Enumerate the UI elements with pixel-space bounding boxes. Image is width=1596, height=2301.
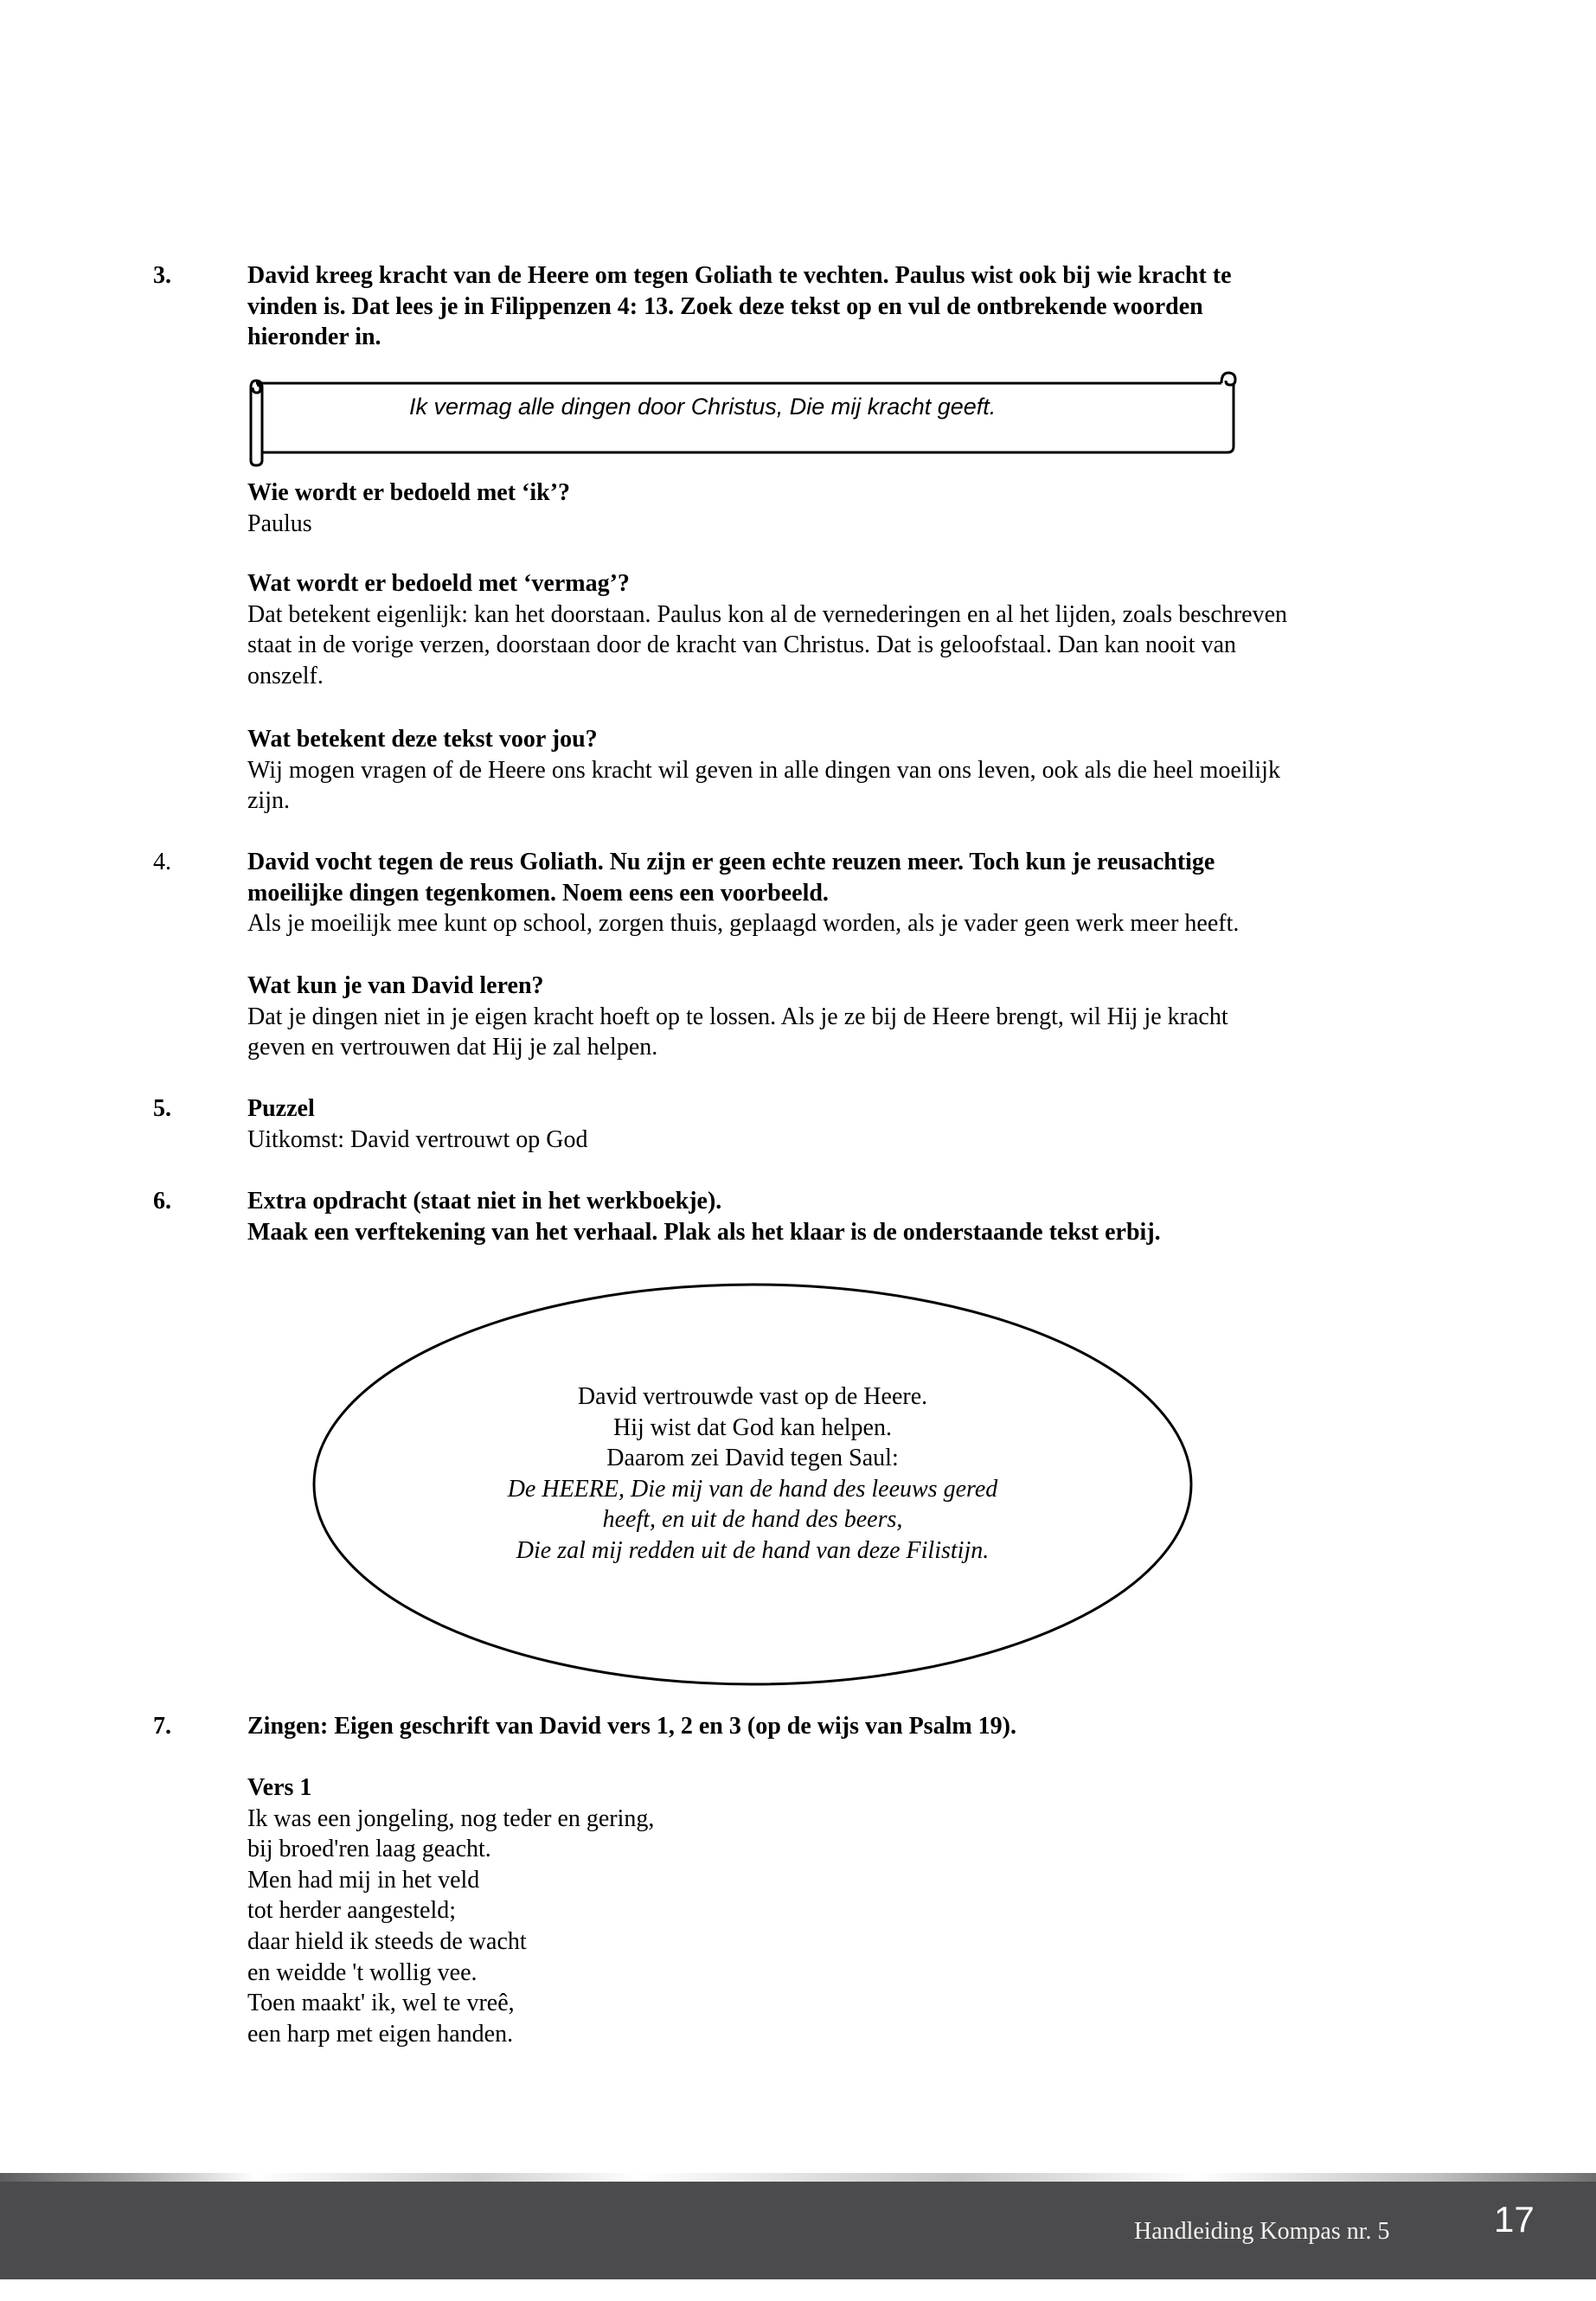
question-7-number: 7.	[153, 1713, 171, 1740]
question-3-line: David kreeg kracht van de Heere om tegen Goliath te vechten. Paulus wist ook bij wie kracht te	[247, 262, 1232, 289]
answer-line: Dat betekent eigenlijk: kan het doorstaan. Paulus kon al de vernederingen en al het lijden, zoals beschreven	[247, 600, 1288, 628]
question-4-line: David vocht tegen de reus Goliath. Nu zijn er geen echte reuzen meer. Toch kun je reusachtige	[247, 849, 1215, 875]
question-6-line: Maak een verftekening van het verhaal. Plak als het klaar is de onderstaande tekst erbij.	[247, 1218, 1161, 1246]
verse-label: Vers 1	[247, 1774, 312, 1801]
sub-question: Wie wordt er bedoeld met ‘ik’?	[247, 479, 571, 506]
question-3-sub-3	[247, 724, 1280, 817]
answer-line: zijn.	[247, 787, 290, 815]
ellipse-quote-line: De HEERE, Die mij van de hand des leeuws gered	[507, 1475, 998, 1503]
question-6-number: 6.	[153, 1188, 171, 1215]
verse-line: Men had mij in het veld	[247, 1866, 480, 1894]
sub-question: Wat wordt er bedoeld met ‘vermag’?	[247, 570, 630, 597]
question-4-sub	[247, 971, 1228, 1063]
question-5-text	[247, 1093, 588, 1155]
answer-line: Dat je dingen niet in je eigen kracht hoeft op te lossen. Als je ze bij de Heere brengt, wil Hij je kracht	[247, 1003, 1228, 1030]
verse-block	[247, 1772, 654, 2049]
question-7-line: Zingen: Eigen geschrift van David vers 1, 2 en 3 (op de wijs van Psalm 19).	[247, 1713, 1016, 1740]
ellipse-line: David vertrouwde vast op de Heere.	[577, 1383, 928, 1410]
ellipse-quote-line: heeft, en uit de hand des beers,	[602, 1506, 903, 1534]
verse-line: tot herder aangesteld;	[247, 1897, 457, 1925]
sub-question: Wat betekent deze tekst voor jou?	[247, 726, 598, 753]
question-4-text	[247, 847, 1239, 939]
verse-line: een harp met eigen handen.	[247, 2020, 514, 2048]
question-5-title: Puzzel	[247, 1095, 315, 1122]
verse-line: en weidde 't wollig vee.	[247, 1958, 478, 1986]
verse-line: Ik was een jongeling, nog teder en gering,	[247, 1804, 655, 1832]
question-3-line: vinden is. Dat lees je in Filippenzen 4: 13. Zoek deze tekst op en vul de ontbrekende woorden	[247, 292, 1203, 320]
verse-line: daar hield ik steeds de wacht	[247, 1927, 527, 1955]
question-4-line: moeilijke dingen tegenkomen. Noem eens een voorbeeld.	[247, 879, 829, 907]
question-6-line: Extra opdracht (staat niet in het werkboekje).	[247, 1188, 722, 1215]
question-4-number: 4.	[153, 849, 171, 875]
ellipse-text	[311, 1381, 1194, 1567]
page-number: 17	[1494, 2199, 1535, 2240]
ellipse-quote-line: Die zal mij redden uit de hand van deze Filistijn.	[516, 1536, 990, 1564]
sub-question: Wat kun je van David leren?	[247, 972, 544, 999]
verse-line: Toen maakt' ik, wel te vreê,	[247, 1990, 515, 2017]
question-5-number: 5.	[153, 1095, 171, 1122]
answer-line: Paulus	[247, 510, 312, 537]
footer-title: Handleiding Kompas nr. 5	[1134, 2218, 1390, 2245]
ellipse-line: Daarom zei David tegen Saul:	[606, 1445, 899, 1472]
question-3-sub-1	[247, 478, 570, 539]
verse-line: bij broed'ren laag geacht.	[247, 1836, 491, 1863]
answer-line: Als je moeilijk mee kunt op school, zorgen thuis, geplaagd worden, als je vader geen werk meer heeft.	[247, 910, 1240, 938]
answer-line: staat in de vorige verzen, doorstaan door de kracht van Christus. Dat is geloofstaal. Dan kan nooit van	[247, 631, 1237, 659]
answer-line: onszelf.	[247, 662, 324, 689]
ellipse-line: Hij wist dat God kan helpen.	[613, 1413, 892, 1441]
answer-line: geven en vertrouwen dat Hij je zal helpen.	[247, 1034, 658, 1061]
question-6-text	[247, 1186, 1161, 1247]
question-3-line: hieronder in.	[247, 324, 381, 351]
question-3-sub-2	[247, 568, 1287, 691]
question-7-title	[247, 1711, 1016, 1742]
question-3-number: 3.	[153, 262, 171, 289]
answer-line: Wij mogen vragen of de Heere ons kracht wil geven in alle dingen van ons leven, ook als die heel moeilijk	[247, 756, 1280, 784]
answer-line: Uitkomst: David vertrouwt op God	[247, 1125, 588, 1153]
question-3-text	[247, 260, 1232, 353]
scroll-verse-text: Ik vermag alle dingen door Christus, Die mij kracht geeft.	[409, 394, 997, 420]
